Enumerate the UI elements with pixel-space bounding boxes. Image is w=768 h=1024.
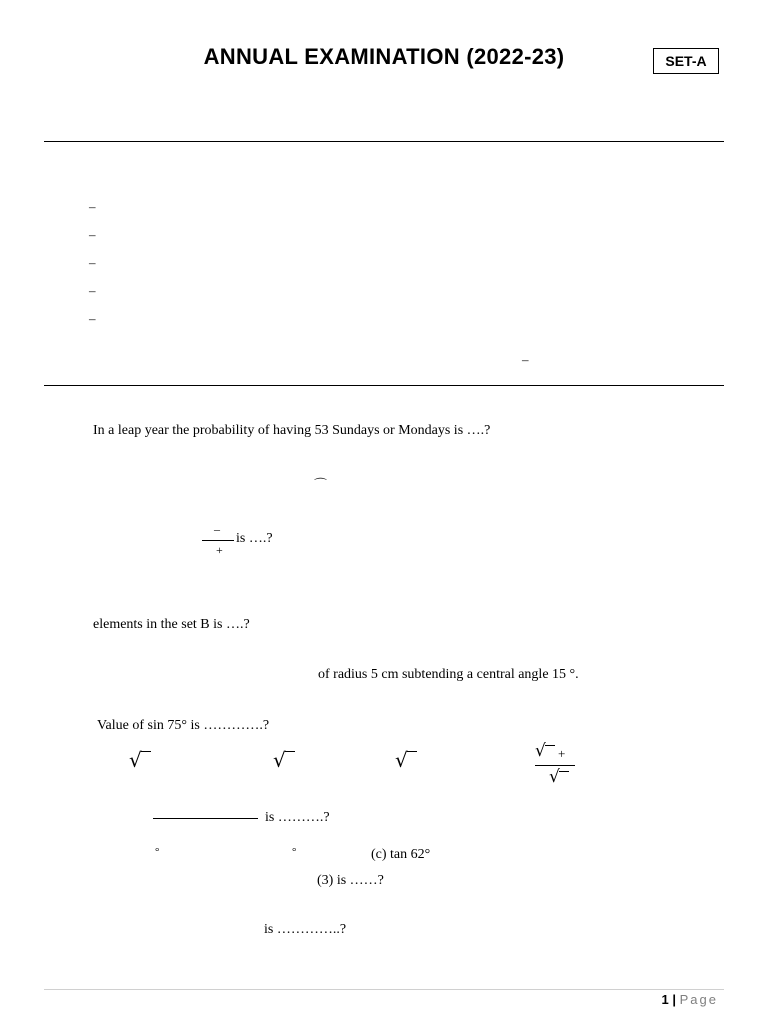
instruction-dash: – (89, 283, 96, 298)
degree-mark: ° (155, 846, 160, 858)
footer-divider (44, 989, 724, 990)
question-6-text: Value of sin 75° is ………….? (97, 718, 270, 733)
question-7-text: is ……….? (265, 810, 330, 825)
arc-symbol: ⌒ (314, 477, 328, 492)
exam-title: ANNUAL EXAMINATION (2022-23) (203, 44, 565, 69)
radical-bar (141, 751, 151, 752)
radical-option-d-den: √ (549, 767, 560, 787)
instruction-dash: – (89, 255, 96, 270)
radical-bar (285, 751, 295, 752)
radical-option-b: √ (273, 748, 286, 772)
instruction-dash: – (89, 227, 96, 242)
instruction-dash: – (522, 352, 529, 367)
instruction-dash: – (89, 199, 96, 214)
question-9-text: (3) is ……? (317, 873, 384, 888)
set-label-box: SET-A (653, 48, 719, 74)
radical-bar (407, 751, 417, 752)
instruction-dash: – (89, 311, 96, 326)
question-5-text: of radius 5 cm subtending a central angle 15 °. (318, 667, 579, 682)
fraction-denominator: + (216, 543, 223, 557)
page-number: 1 (661, 992, 669, 1007)
option-c-text: (c) tan 62° (371, 847, 431, 862)
fraction-bar (202, 540, 234, 541)
header-divider (44, 141, 724, 142)
fraction-bar (153, 818, 258, 819)
fraction-bar (535, 765, 575, 766)
question-10-text: is …………..? (264, 922, 347, 937)
page-label: Page (679, 992, 718, 1007)
radical-bar (545, 745, 555, 746)
degree-mark: ° (292, 846, 297, 858)
question-3-text: is ….? (236, 531, 273, 546)
question-4-text: elements in the set B is ….? (93, 617, 250, 632)
radical-option-d-num: √ (535, 741, 546, 761)
instructions-divider (44, 385, 724, 386)
radical-bar (559, 771, 569, 772)
radical-option-c: √ (395, 748, 408, 772)
radical-option-a: √ (129, 748, 142, 772)
page-footer (662, 992, 719, 1007)
fraction-numerator: – (214, 522, 220, 536)
page-separator: | (672, 992, 676, 1007)
option-d-plus: + (558, 746, 566, 761)
question-1-text: In a leap year the probability of having 53 Sundays or Mondays is ….? (93, 423, 491, 438)
